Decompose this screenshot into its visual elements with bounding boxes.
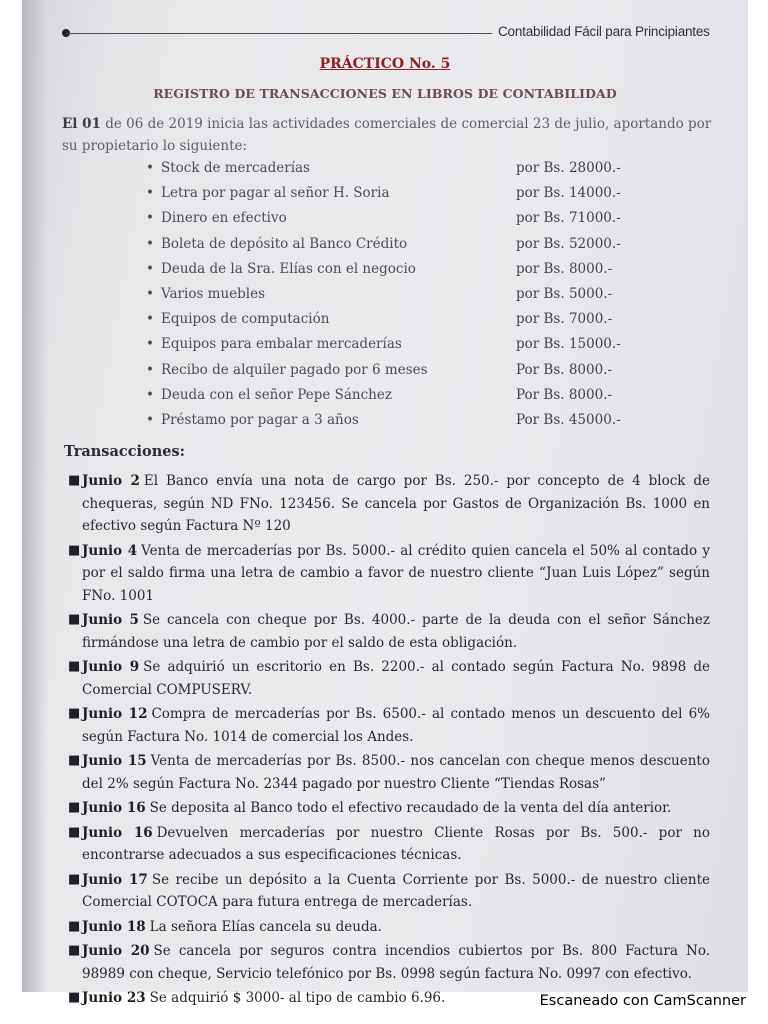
bullet-icon: • — [146, 386, 154, 403]
transaction-date: Junio 15 — [82, 753, 147, 769]
transaction-item — [22, 822, 748, 867]
transaction-date: Junio 17 — [82, 871, 148, 888]
item-amount: por Bs. 52000.- — [516, 235, 621, 252]
item-amount: por Bs. 28000.- — [516, 160, 621, 176]
bullet-icon: • — [146, 210, 154, 227]
item-label: Deuda de la Sra. Elías con el negocio — [161, 260, 416, 277]
bullet-icon: ■ — [68, 871, 81, 887]
bullet-icon: ■ — [68, 918, 81, 934]
list-item — [22, 285, 748, 310]
item-amount: por Bs. 15000.- — [516, 336, 621, 353]
item-label: Equipos para embalar mercaderías — [161, 336, 402, 353]
transaction-date: Junio 5 — [82, 612, 139, 628]
list-item — [22, 310, 748, 335]
transaction-date: Junio 23 — [82, 990, 146, 1006]
transaction-item — [22, 750, 748, 795]
transaction-item — [22, 470, 748, 538]
intro-paragraph — [62, 113, 712, 157]
bullet-icon: • — [146, 185, 154, 202]
transaction-text: Se recibe un depósito a la Cuenta Corriente por Bs. 5000.- de nuestro cliente Comercial COTOCA para futura entrega de mercaderías. — [82, 871, 711, 910]
bullet-icon: • — [146, 235, 154, 252]
bullet-icon: ■ — [68, 990, 81, 1005]
transaction-date: Junio 16 — [82, 824, 153, 841]
transaction-item — [22, 703, 748, 748]
bullet-icon: ■ — [68, 542, 81, 558]
item-amount: por Bs. 5000.- — [516, 285, 613, 302]
intro-lead: El 01 — [62, 116, 101, 132]
bullet-icon: ■ — [68, 473, 81, 488]
item-amount: por Bs. 71000.- — [516, 210, 621, 227]
transaction-date: Junio 12 — [82, 706, 148, 722]
list-item — [22, 335, 748, 360]
bullet-icon: • — [146, 336, 154, 353]
transaction-date: Junio 9 — [82, 659, 140, 675]
item-label: Deuda con el señor Pepe Sánchez — [161, 386, 392, 403]
page-subtitle: REGISTRO DE TRANSACCIONES EN LIBROS DE CONTABILIDAD — [153, 86, 617, 101]
transactions-list — [22, 470, 748, 1012]
list-item — [22, 361, 748, 386]
transaction-text: Compra de mercaderías por Bs. 6500.- al contado menos un descuento del 6% según Factura No. 1014 de comercial los Andes. — [82, 706, 711, 745]
item-label: Recibo de alquiler pagado por 6 meses — [161, 361, 428, 378]
item-amount: Por Bs. 45000.- — [516, 411, 621, 428]
item-amount: por Bs. 14000.- — [516, 185, 621, 202]
transaction-item — [22, 656, 748, 701]
transaction-date: Junio 18 — [82, 918, 146, 935]
item-amount: por Bs. 8000.- — [516, 260, 613, 277]
transaction-item — [22, 916, 748, 939]
list-item — [22, 209, 748, 234]
contribution-list — [22, 159, 748, 436]
bullet-icon: • — [146, 411, 154, 428]
bullet-icon: • — [146, 311, 154, 328]
intro-text: de 06 de 2019 inicia las actividades comerciales de comercial 23 de julio, aportando por su propietario lo siguiente: — [62, 116, 712, 154]
item-label: Equipos de computación — [161, 311, 330, 328]
item-label: Varios muebles — [161, 285, 266, 302]
transaction-text: Se deposita al Banco todo el efectivo recaudado de la venta del día anterior. — [149, 800, 672, 816]
page-title: PRÁCTICO No. 5 — [319, 56, 451, 72]
list-item — [22, 411, 748, 436]
item-label: Dinero en efectivo — [161, 210, 287, 227]
item-amount: Por Bs. 8000.- — [516, 361, 613, 378]
transaction-text: El Banco envía una nota de cargo por Bs. 250.- por concepto de 4 block de chequeras, según ND FNo. 123456. Se cancela por Gastos de Organización Bs. 1000 en efectivo según Factura Nº 120 — [82, 473, 711, 534]
scanner-watermark: Escaneado con CamScanner — [539, 993, 746, 1009]
bullet-icon: ■ — [68, 824, 81, 840]
bullet-icon: • — [146, 260, 154, 277]
transaction-item — [22, 869, 748, 914]
bullet-icon: • — [146, 160, 154, 176]
transaction-item — [22, 797, 748, 820]
transaction-text: Venta de mercaderías por Bs. 8500.- nos cancelan con cheque menos descuento del 2% según Factura No. 2344 pagado por nuestro Cliente “Tiendas Rosas” — [82, 753, 710, 792]
item-label: Boleta de depósito al Banco Crédito — [161, 235, 408, 252]
transaction-text: Venta de mercaderías por Bs. 5000.- al crédito quien cancela el 50% al contado y por el saldo firma una letra de cambio a favor de nuestro cliente “Juan Luis López” según FNo. 1001 — [82, 542, 710, 604]
list-item — [22, 235, 748, 260]
bullet-icon: ■ — [68, 706, 81, 721]
transaction-text: Se adquirió un escritorio en Bs. 2200.- al contado según Factura No. 9898 de Comercial COMPUSERV. — [82, 659, 710, 698]
transactions-heading: Transacciones: — [64, 443, 185, 460]
list-item — [22, 260, 748, 285]
transaction-item — [22, 609, 748, 654]
bullet-icon: ■ — [68, 659, 81, 674]
transaction-date: Junio 4 — [82, 542, 138, 559]
bullet-icon: ■ — [68, 800, 81, 815]
bullet-icon: • — [146, 285, 154, 302]
transaction-text: La señora Elías cancela su deuda. — [149, 918, 382, 935]
transaction-text: Se cancela por seguros contra incendios cubiertos por Bs. 800 Factura No. 98989 con cheque, Servicio telefónico por Bs. 0998 según factura No. 0997 con efectivo. — [82, 943, 710, 982]
transaction-item — [22, 540, 748, 608]
list-item — [22, 159, 748, 184]
list-item — [22, 184, 748, 209]
transaction-text: Se adquirió $ 3000- al tipo de cambio 6.96. — [149, 990, 446, 1006]
item-label: Letra por pagar al señor H. Soria — [161, 185, 390, 202]
bullet-icon: ■ — [68, 943, 81, 958]
transaction-date: Junio 16 — [82, 800, 146, 816]
list-item — [22, 386, 748, 411]
transaction-date: Junio 20 — [82, 943, 150, 959]
header-rule — [66, 33, 492, 34]
item-label: Stock de mercaderías — [161, 160, 310, 176]
bullet-icon: • — [146, 361, 154, 378]
transaction-date: Junio 2 — [82, 473, 140, 489]
transaction-item — [22, 940, 748, 985]
item-amount: Por Bs. 8000.- — [516, 386, 613, 403]
running-header: Contabilidad Fácil para Principiantes — [498, 24, 710, 39]
item-label: Préstamo por pagar a 3 años — [161, 411, 359, 428]
bullet-icon: ■ — [68, 612, 81, 627]
bullet-icon: ■ — [68, 753, 81, 768]
item-amount: por Bs. 7000.- — [516, 311, 613, 328]
transaction-text: Se cancela con cheque por Bs. 4000.- parte de la deuda con el señor Sánchez firmándose una letra de cambio por el saldo de esta obligación. — [82, 612, 710, 651]
transaction-text: Devuelven mercaderías por nuestro Cliente Rosas por Bs. 500.- por no encontrarse adecuados a sus especificaciones técnicas. — [82, 824, 710, 863]
